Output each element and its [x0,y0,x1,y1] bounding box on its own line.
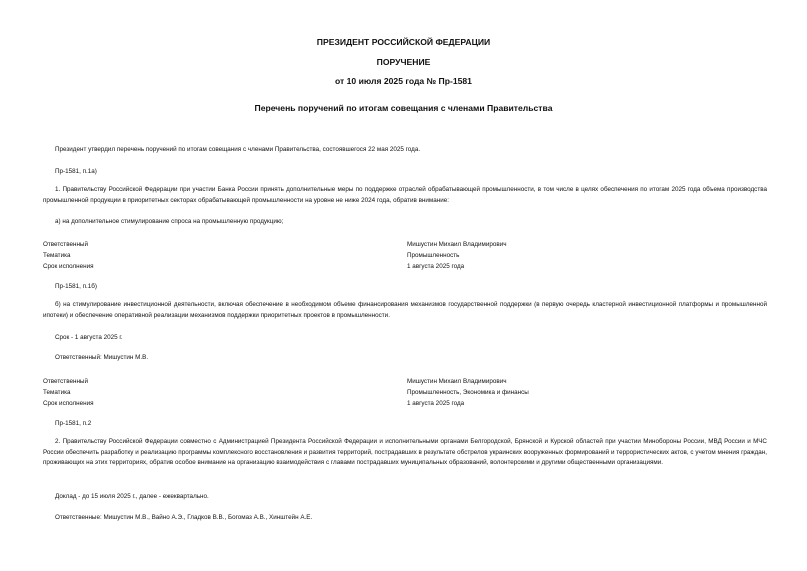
document-date-number: от 10 июля 2025 года № Пр-1581 [335,76,472,86]
table-row [43,239,763,250]
deadline-1b: Срок - 1 августа 2025 г. [55,334,123,341]
intro-paragraph: Президент утвердил перечень поручений по итогам совещания с членами Правительства, состоявшегося 22 мая 2025 года. [55,146,421,153]
document-subtitle: Перечень поручений по итогам совещания с членами Правительства [254,103,553,113]
deadline-value: 1 августа 2025 года [407,263,465,270]
ref-1a: Пр-1581, п.1а) [55,168,97,175]
ref-2: Пр-1581, п.2 [55,420,92,427]
responsible-label: Ответственный [43,241,88,248]
deadline-label: Срок исполнения [43,400,94,407]
table-row [43,387,763,398]
topic-label: Тематика [43,389,71,396]
paragraph-1a: а) на дополнительное стимулирование спроса на промышленную продукцию; [55,218,284,225]
responsible-2: Ответственные: Мишустин М.В., Вайно А.Э., Гладков В.В., Богомаз А.В., Хинштейн А.Е. [55,514,313,521]
ref-1b: Пр-1581, п.1б) [55,283,97,290]
report-2: Доклад - до 15 июля 2025 г., далее - ежеквартально. [55,493,209,500]
responsible-value: Мишустин Михаил Владимирович [407,378,507,385]
topic-value: Промышленность [407,252,460,259]
issuer-title: ПРЕЗИДЕНТ РОССИЙСКОЙ ФЕДЕРАЦИИ [316,37,491,47]
table-row [43,398,763,409]
topic-value: Промышленность, Экономика и финансы [407,389,529,396]
responsible-1b: Ответственный: Мишустин М.В. [55,354,149,361]
deadline-value: 1 августа 2025 года [407,400,465,407]
responsible-label: Ответственный [43,378,88,385]
paragraph-2: 2. Правительству Российской Федерации совместно с Администрацией Президента Российской Федерации и исполнительными органами Белгородской, Брянской и Курской областей при участии Минобороны России, МВД России и МЧС России обеспечить разработку и реализацию программы комплексного восстановления и развития территорий, пострадавших в результате обстрелов украинских вооруженных формирований и террористических актов, с учетом мнения граждан, проживающих на этих территориях, обратив особое внимание на организацию взаимодействия с главами пострадавших муниципальных образований, волонтерскими и другими общественными организациями. [43,438,767,467]
document-type: ПОРУЧЕНИЕ [376,57,431,67]
topic-label: Тематика [43,252,71,259]
paragraph-1: 1. Правительству Российской Федерации при участии Банка России принять дополнительные меры по поддержке отраслей обрабатывающей промышленности, в том числе в целях обеспечения по итогам 2025 года объема производства промышленной продукции в приоритетных секторах обрабатывающей промышленности на уровне не ниже 2024 года, обратив внимание: [43,186,767,204]
table-row [43,376,763,387]
table-row [43,261,763,272]
paragraph-1b: б) на стимулирование инвестиционной деятельности, включая обеспечение в необходимом объеме финансирования механизмов государственной поддержки (в первую очередь кластерной инвестиционной платформы и промышленной ипотеки) и обеспечение оперативной реализации механизмов поддержки приоритетных проектов в промышленности. [43,301,767,319]
deadline-label: Срок исполнения [43,263,94,270]
responsible-value: Мишустин Михаил Владимирович [407,241,507,248]
table-row [43,250,763,261]
